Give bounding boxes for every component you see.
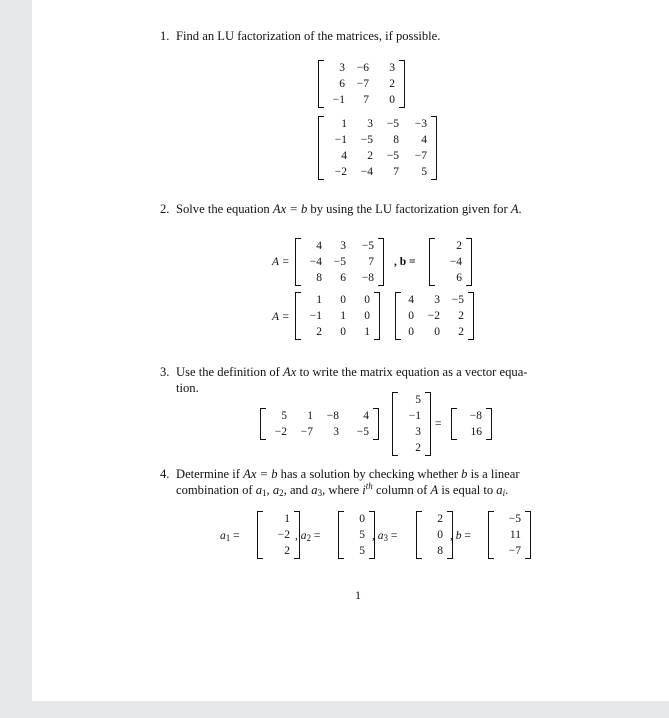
equals-sign: = bbox=[435, 418, 442, 430]
matrix-cell: −5 bbox=[361, 240, 374, 252]
matrix-cell: −1 bbox=[332, 94, 345, 106]
matrix-cell: −2 bbox=[334, 166, 347, 178]
sub-3: 3 bbox=[317, 488, 323, 498]
matrix-cell: −5 bbox=[508, 513, 521, 525]
matrix-cell: 3 bbox=[367, 118, 373, 130]
matrix-cell: 3 bbox=[339, 62, 345, 74]
problem-2-text-c: . bbox=[518, 202, 522, 216]
problem-3-text-b: to write the matrix equation as a vector equa- bbox=[296, 365, 528, 379]
matrix-cell: 0 bbox=[408, 310, 414, 322]
matrix-cell: 6 bbox=[339, 78, 345, 90]
matrix-cell: 0 bbox=[340, 326, 346, 338]
matrix-cell: 7 bbox=[363, 94, 369, 106]
matrix-cell: −8 bbox=[469, 410, 482, 422]
matrix-cell: −8 bbox=[326, 410, 339, 422]
vector-a1 bbox=[257, 511, 300, 559]
document-page bbox=[32, 0, 669, 701]
matrix-cell: 1 bbox=[307, 410, 313, 422]
matrix-cell: 8 bbox=[393, 134, 399, 146]
matrix-cell: −7 bbox=[356, 78, 369, 90]
matrix-cell: 2 bbox=[437, 513, 443, 525]
matrix-cell: 4 bbox=[363, 410, 369, 422]
matrix-cell: −4 bbox=[449, 256, 462, 268]
problem-2-text-a: Solve the equation bbox=[176, 202, 273, 216]
matrix-1b bbox=[318, 116, 437, 180]
problem-4-text-a: Determine if bbox=[176, 467, 244, 481]
matrix-cell: 2 bbox=[316, 326, 322, 338]
matrix-cell: 2 bbox=[458, 326, 464, 338]
matrix-cell: 2 bbox=[367, 150, 373, 162]
matrix-cell: 5 bbox=[359, 529, 365, 541]
matrix-cell: −5 bbox=[451, 294, 464, 306]
label-b: , b = bbox=[394, 256, 416, 268]
problem-2-number: 2. bbox=[160, 202, 170, 216]
matrix-2-A bbox=[295, 238, 384, 286]
matrix-3 bbox=[260, 408, 379, 440]
problem-1-text: Find an LU factorization of the matrices, if possible. bbox=[176, 29, 441, 43]
problem-3-text-c: tion. bbox=[176, 381, 199, 395]
problem-4-th: th bbox=[365, 481, 373, 491]
problem-4-number: 4. bbox=[160, 467, 170, 481]
matrix-cell: 0 bbox=[437, 529, 443, 541]
matrix-cell: 1 bbox=[284, 513, 290, 525]
matrix-cell: −2 bbox=[277, 529, 290, 541]
matrix-cell: −3 bbox=[414, 118, 427, 130]
problem-3 bbox=[160, 364, 610, 400]
problem-4-text-d: combination of bbox=[176, 483, 256, 497]
problem-3-number: 3. bbox=[160, 365, 170, 379]
label-A-lu: A = bbox=[272, 311, 290, 323]
vector-3-rhs bbox=[451, 408, 492, 440]
label-a3: , $a_3$ = bbox=[372, 530, 398, 543]
matrix-cell: −5 bbox=[356, 426, 369, 438]
problem-4 bbox=[160, 466, 610, 502]
problem-3-text-a: Use the definition of bbox=[176, 365, 284, 379]
matrix-cell: 3 bbox=[434, 294, 440, 306]
problem-2 bbox=[160, 201, 610, 221]
label-b-vec: , b = bbox=[450, 530, 471, 542]
matrix-cell: −5 bbox=[333, 256, 346, 268]
matrix-cell: 11 bbox=[509, 529, 521, 541]
matrix-cell: −4 bbox=[309, 256, 322, 268]
matrix-cell: 0 bbox=[408, 326, 414, 338]
matrix-cell: −1 bbox=[309, 310, 322, 322]
matrix-cell: −1 bbox=[334, 134, 347, 146]
matrix-cell: 6 bbox=[340, 272, 346, 284]
matrix-cell: 2 bbox=[458, 310, 464, 322]
matrix-cell: −5 bbox=[360, 134, 373, 146]
problem-2-equation: Ax = b bbox=[272, 202, 308, 216]
problem-4-equation: Ax = b bbox=[243, 467, 278, 481]
label-a2: , $a_2$ = bbox=[295, 530, 321, 543]
problem-4-ai: a bbox=[496, 483, 503, 497]
matrix-cell: 3 bbox=[340, 240, 346, 252]
problem-4-i: i bbox=[362, 483, 366, 497]
matrix-1a bbox=[318, 60, 405, 108]
problem-3-text bbox=[176, 364, 576, 396]
matrix-cell: 1 bbox=[316, 294, 322, 306]
matrix-cell: 6 bbox=[456, 272, 462, 284]
matrix-cell: 3 bbox=[415, 426, 421, 438]
comma-1: , bbox=[266, 483, 273, 497]
problem-4-text-i: . bbox=[505, 483, 509, 497]
matrix-cell: 1 bbox=[340, 310, 346, 322]
matrix-cell: 16 bbox=[470, 426, 482, 438]
matrix-cell: 1 bbox=[364, 326, 370, 338]
matrix-cell: 8 bbox=[316, 272, 322, 284]
vector-2-b bbox=[429, 238, 472, 286]
matrix-cell: 2 bbox=[415, 442, 421, 454]
matrix-cell: 1 bbox=[341, 118, 347, 130]
matrix-cell: −8 bbox=[361, 272, 374, 284]
problem-4-text-e: , and bbox=[283, 483, 312, 497]
matrix-cell: 5 bbox=[421, 166, 427, 178]
matrix-cell: 4 bbox=[341, 150, 347, 162]
matrix-cell: 5 bbox=[415, 394, 421, 406]
vector-b bbox=[488, 511, 531, 559]
matrix-cell: −1 bbox=[408, 410, 421, 422]
matrix-cell: 0 bbox=[340, 294, 346, 306]
matrix-cell: 4 bbox=[316, 240, 322, 252]
matrix-cell: 3 bbox=[389, 62, 395, 74]
problem-4-A: A bbox=[430, 483, 439, 497]
problem-2-text-b: by using the LU factorization given for bbox=[307, 202, 511, 216]
matrix-cell: −7 bbox=[300, 426, 313, 438]
problem-4-b: b bbox=[461, 467, 468, 481]
label-A: A = bbox=[272, 256, 290, 268]
matrix-cell: 4 bbox=[408, 294, 414, 306]
sub-i: i bbox=[502, 488, 506, 498]
vector-3-x bbox=[392, 392, 431, 456]
matrix-cell: 5 bbox=[281, 410, 287, 422]
matrix-cell: 0 bbox=[364, 294, 370, 306]
matrix-cell: 4 bbox=[421, 134, 427, 146]
problem-4-text-h: is equal to bbox=[438, 483, 497, 497]
matrix-cell: −4 bbox=[360, 166, 373, 178]
matrix-cell: 0 bbox=[389, 94, 395, 106]
problem-4-text bbox=[176, 466, 586, 498]
matrix-cell: 2 bbox=[389, 78, 395, 90]
matrix-cell: 7 bbox=[393, 166, 399, 178]
matrix-cell: 0 bbox=[364, 310, 370, 322]
matrix-cell: −5 bbox=[386, 118, 399, 130]
matrix-cell: 5 bbox=[359, 545, 365, 557]
problem-4-a3: a bbox=[311, 483, 318, 497]
matrix-2-L bbox=[295, 292, 380, 340]
matrix-cell: −5 bbox=[386, 150, 399, 162]
matrix-cell: −2 bbox=[274, 426, 287, 438]
matrix-cell: 0 bbox=[359, 513, 365, 525]
problem-4-text-c: is a linear bbox=[467, 467, 520, 481]
problem-3-equation: Ax bbox=[283, 365, 297, 379]
matrix-cell: 8 bbox=[437, 545, 443, 557]
matrix-cell: 0 bbox=[434, 326, 440, 338]
problem-4-a2: a bbox=[272, 483, 280, 497]
matrix-cell: 2 bbox=[456, 240, 462, 252]
problem-1 bbox=[160, 28, 600, 48]
matrix-cell: −7 bbox=[508, 545, 521, 557]
label-a1: $a_1$ = bbox=[220, 530, 240, 543]
problem-1-number: 1. bbox=[160, 29, 170, 43]
matrix-cell: −6 bbox=[356, 62, 369, 74]
matrix-cell: −7 bbox=[414, 150, 427, 162]
matrix-cell: −2 bbox=[427, 310, 440, 322]
problem-4-text-b: has a solution by checking whether bbox=[277, 467, 462, 481]
page-number: 1 bbox=[355, 588, 361, 602]
matrix-cell: 3 bbox=[333, 426, 339, 438]
sub-2: 2 bbox=[279, 488, 284, 498]
problem-4-a1: a bbox=[255, 483, 263, 497]
matrix-cell: 2 bbox=[284, 545, 290, 557]
problem-4-text-f: , where bbox=[322, 483, 363, 497]
vector-a2 bbox=[338, 511, 375, 559]
problem-2-var: A bbox=[510, 202, 519, 216]
matrix-cell: 7 bbox=[368, 256, 374, 268]
problem-4-text-g: column of bbox=[372, 483, 431, 497]
vector-a3 bbox=[416, 511, 453, 559]
sub-1: 1 bbox=[262, 488, 267, 498]
matrix-2-U bbox=[395, 292, 474, 340]
problem-2-text bbox=[176, 201, 576, 217]
